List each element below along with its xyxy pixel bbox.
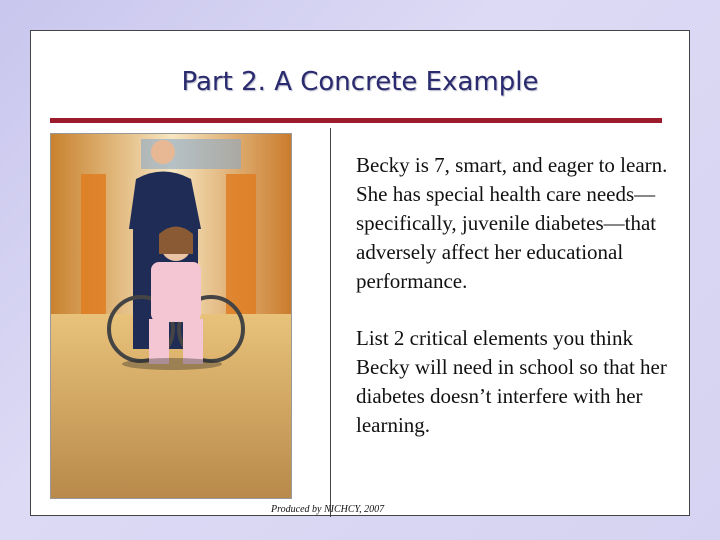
photo-girl-in-wheelchair-with-nurse (50, 133, 292, 499)
column-divider (330, 128, 331, 517)
title-underline (50, 118, 662, 123)
photo-illustration (51, 134, 292, 499)
body-text (356, 151, 676, 468)
slide-title: Part 2. A Concrete Example (181, 67, 539, 97)
paragraph-question: List 2 critical elements you think Becky will need in school so that her diabetes doesn’t interfere with her learning. (356, 326, 667, 437)
footer-credit: Produced by NICHCY, 2007 (271, 504, 385, 515)
slide (30, 30, 690, 516)
paragraph-becky: Becky is 7, smart, and eager to learn. She has special health care needs—specifically, juvenile diabetes—that adversely affect her educational performance. (356, 153, 668, 293)
